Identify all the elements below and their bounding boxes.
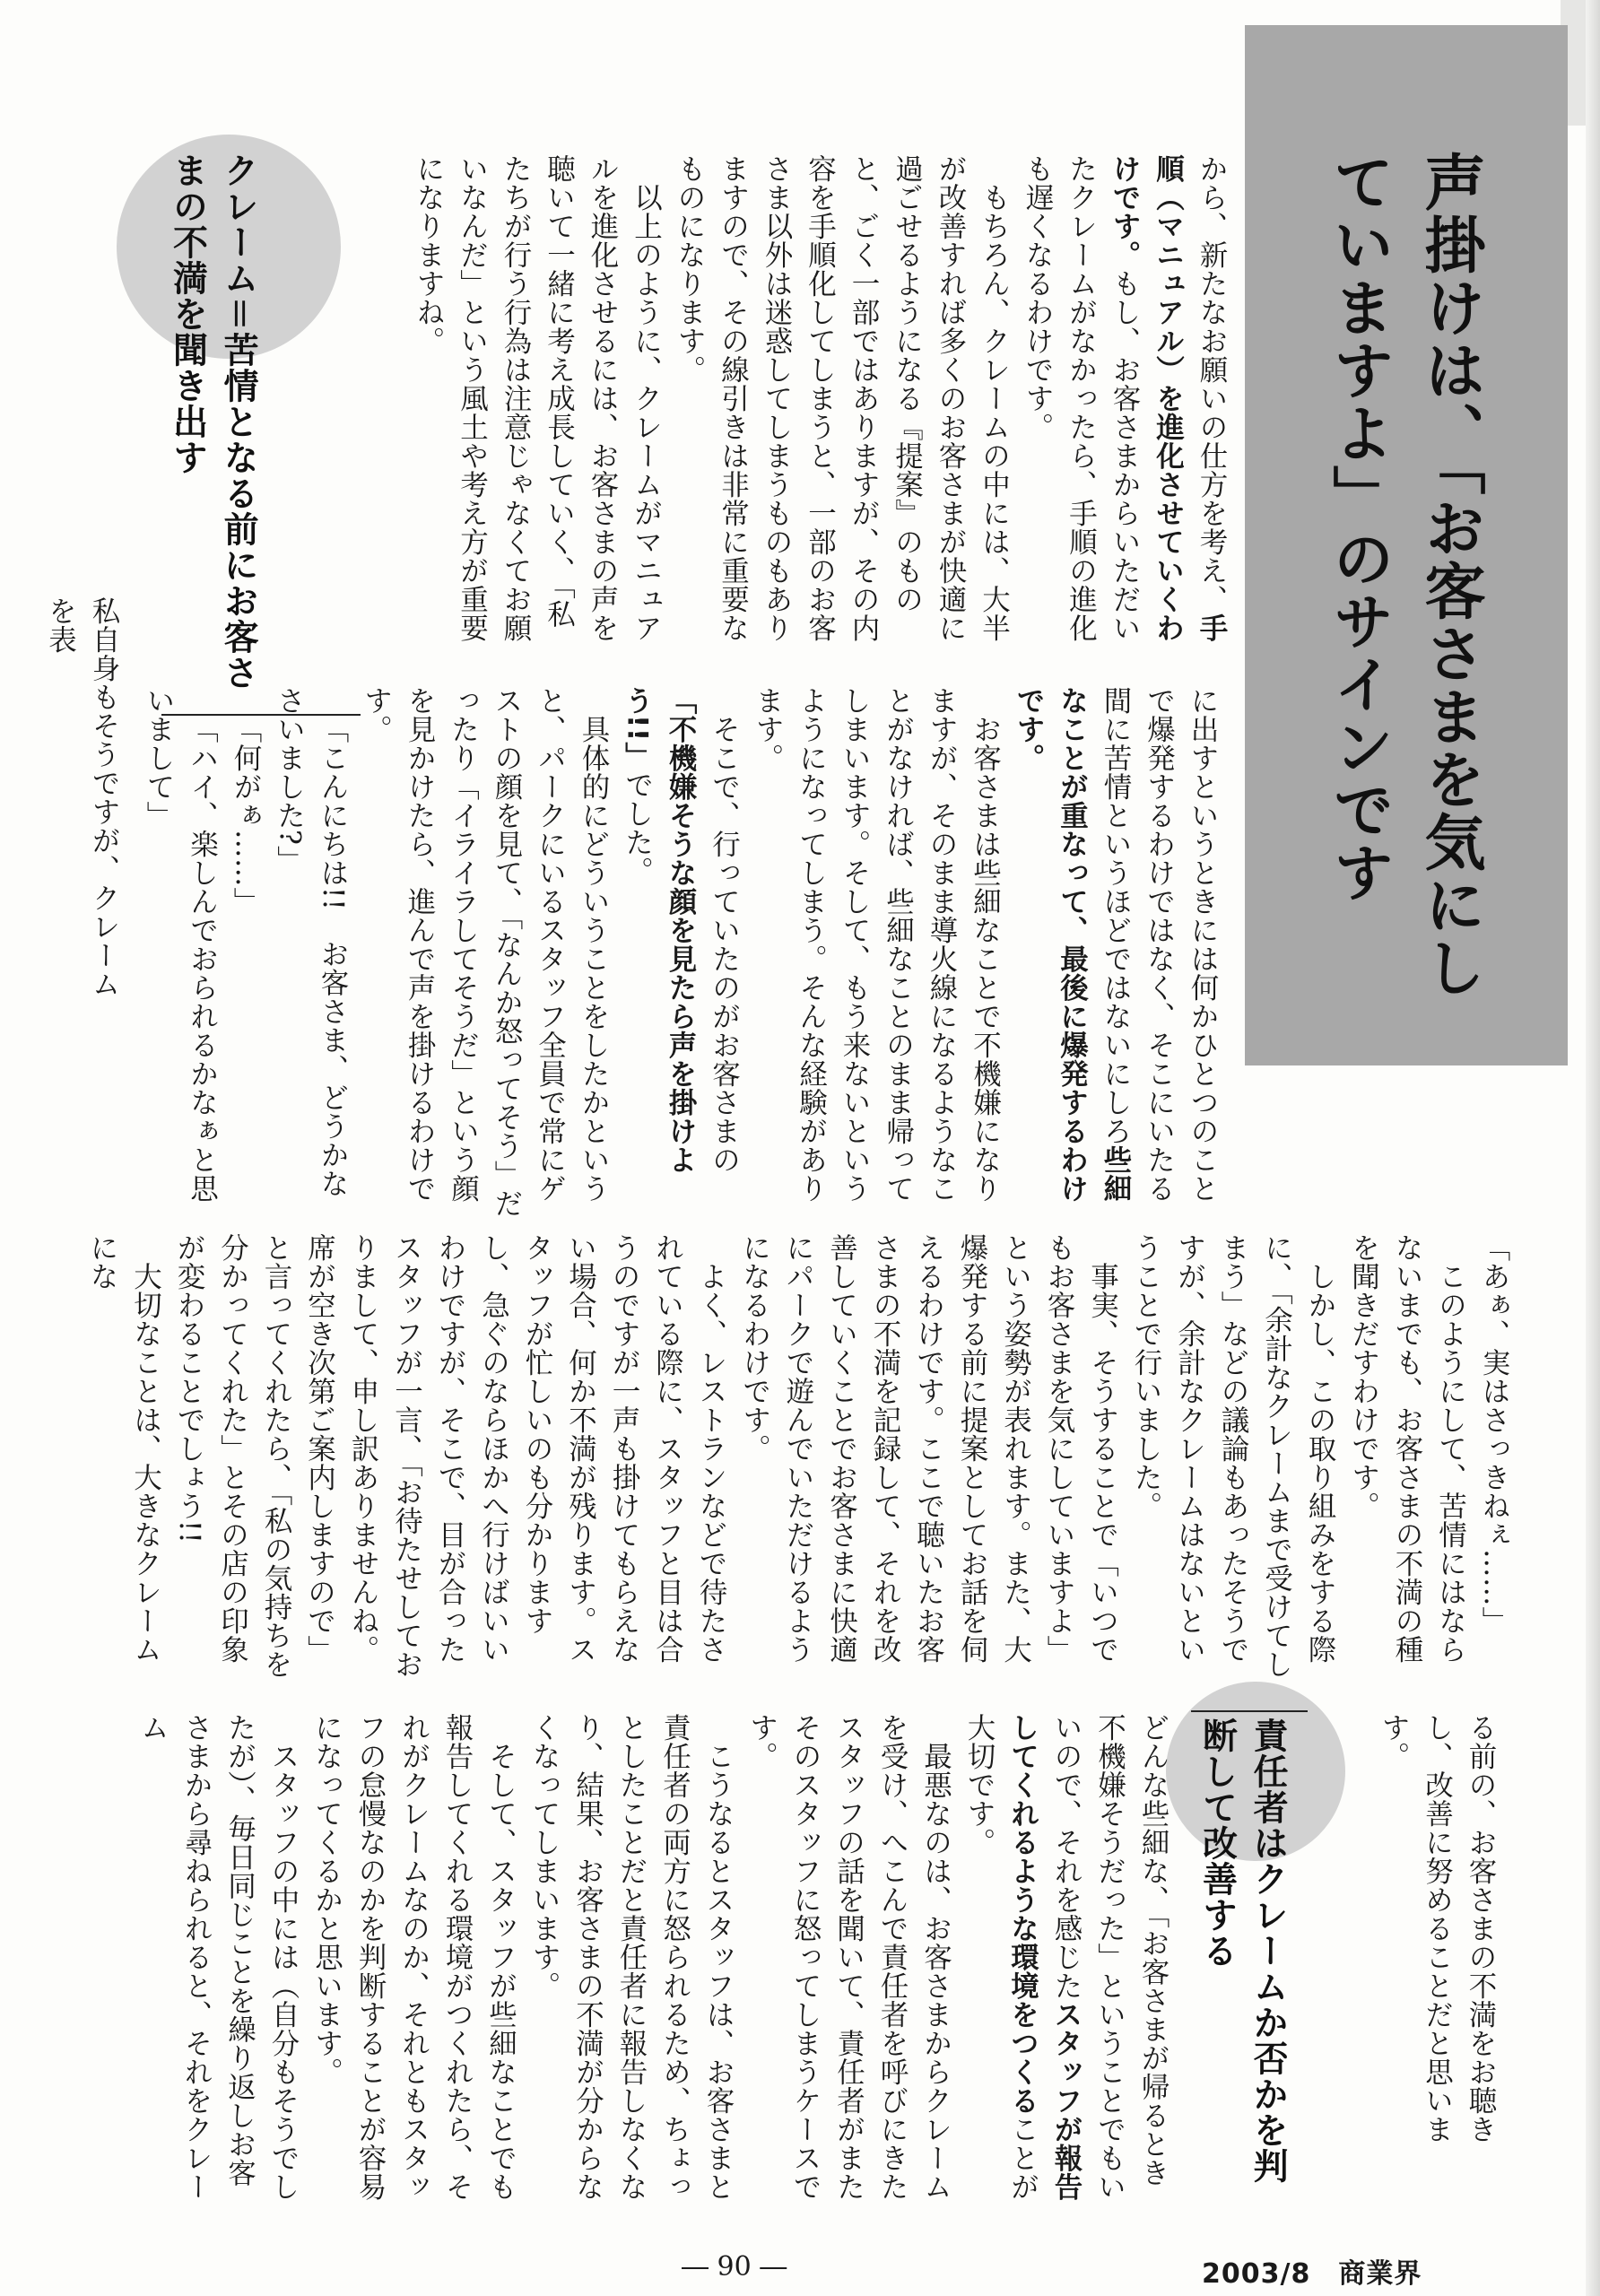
- paragraph: [615, 686, 746, 1224]
- paragraph: [1125, 1233, 1343, 1686]
- text-column-top-3: [44, 596, 126, 1018]
- paragraph: [305, 1713, 523, 2202]
- paragraph: [958, 1713, 1176, 2202]
- body-text: 事実、そうすることで「いつでもお客さまを気にしていますよ」という姿勢が表れます。また、大爆発する前に提案としてお話を伺えるわけです。ここで聴いたお客さまの不満を記録して、それを改善していくことでお客さまに快適にパークで遊んでいただけるようになるわけです。: [738, 1233, 1119, 1664]
- emphasis-text: スタッフが報告してくれるような環境をつくる: [1006, 1713, 1083, 2201]
- section-heading-1-text: クレーム＝苦情となる前にお客さまの不満を聞き出す: [167, 152, 259, 691]
- paragraph: [1473, 1233, 1517, 1686]
- section-heading-2-text: 責任者はクレームか否かを判断して改善する: [1196, 1718, 1289, 2184]
- page-number: ― 90 ―: [682, 2251, 787, 2283]
- emphasis-text: 些細なことが重なって、最後に爆発するわけです。: [1013, 686, 1132, 1203]
- body-text: お客さまは些細なことで不機嫌になりますが、そのまま導火線になるようなことがなければ、些細なことのまま帰ってしまいます。そして、もう来ないというようになってしまう。そんな経験があります。: [752, 686, 1002, 1203]
- issue-label: 2003/8 商業界: [1202, 2258, 1422, 2290]
- body-text: から、新たなお願いの仕方を考え、: [1196, 154, 1228, 613]
- paragraph: [137, 686, 224, 1224]
- body-text: 「ハイ、楽しんでおられるかなぁと思いまして」: [143, 686, 219, 1203]
- text-column-middle: [72, 1233, 1516, 1686]
- paragraph: [81, 1233, 168, 1686]
- paragraph: [354, 686, 615, 1224]
- paragraph: [1007, 686, 1225, 1224]
- emphasis-text: 「不機嫌そうな顔を見たら声を掛けよう!!」: [621, 686, 697, 1174]
- paragraph: [1016, 154, 1234, 648]
- body-text: スタッフの中には（自分もそうでしたが）、毎日同じことを繰り返しお客さまから尋ねられると、それをクレーム: [136, 1713, 300, 2201]
- paragraph: [1372, 1713, 1503, 2170]
- body-text: に出すというときには何かひとつのことで爆発するわけではなく、そこにいたる間に苦情というほどではないにしろ: [1100, 686, 1219, 1203]
- body-text: 最悪なのは、お客さまからクレームを受け、へこんで責任者を呼びにきたスタッフの話を聞いて、責任者がまたそのスタッフに怒ってしまうケースです。: [745, 1713, 952, 2201]
- body-text: そして、スタッフが些細なことでも報告してくれる環境がつくれたら、それがクレームなのか、それともスタッフの怠慢なのかを判断することが容易になってくるかと思います。: [310, 1713, 517, 2201]
- body-text: でした。: [621, 770, 654, 885]
- body-text: そこで、行っていたのがお客さまの: [708, 714, 741, 1174]
- body-text: しかし、この取り組みをする際に、「余計なクレームまで受けてしまう」などの議論もあったそうですが、余計なクレームはないということで行いました。: [1130, 1233, 1336, 1679]
- text-column-bottom-2: [72, 1713, 1175, 2202]
- body-text: 「こんにちは!! お客さま、どうかなさいました?」: [273, 686, 349, 1197]
- text-column-top-1: [143, 686, 1224, 1224]
- emphasis-text: 手順（マニュアル）を進化させていくわけです。: [1109, 154, 1228, 642]
- page-edge: [1586, 0, 1600, 2296]
- body-text: 具体的にどういうことをしたかというと、パークにいるスタッフ全員で常にゲストの顔を見て、「なんか怒ってそう」だったり「イライラしてそうだ」という顔を見かけたら、進んで声を掛けるわけです。: [360, 686, 610, 1218]
- body-text: もちろん、クレームの中には、大半が改善すれば多くのお客さまが快適に過ごせるようになる『提案』のものと、ごく一部ではありますが、その内容を手順化してしまうと、一部のお客さま以外は迷惑してしまうものもありますので、その線引きは非常に重要なものになります。: [674, 154, 1011, 642]
- body-text: このようにして、苦情にはならないまでも、お客さまの不満の種を聞きだすわけです。: [1347, 1233, 1467, 1664]
- paragraph: [168, 1233, 734, 1686]
- paragraph: [39, 596, 126, 1018]
- paragraph: [733, 1233, 1125, 1686]
- body-text: る前の、お客さまの不満をお聴きし、改善に努めることだと思います。: [1378, 1713, 1497, 2144]
- heading-rule: [1191, 1710, 1308, 1712]
- body-text: どんな些細な、「お客さまが帰るとき不機嫌そうだった」ということでもいいので、それを感じた: [1050, 1713, 1170, 2201]
- text-column-bottom-1: [1359, 1713, 1502, 2170]
- paragraph: [523, 1713, 741, 2202]
- paragraph: [746, 686, 1007, 1224]
- body-text: 私自身もそうですが、クレームを表: [44, 596, 120, 998]
- paragraph: [131, 1713, 305, 2202]
- section-heading-1: [90, 90, 269, 691]
- text-column-top-2: [327, 154, 1233, 648]
- body-text: 大切なことは、大きなクレームにな: [86, 1233, 162, 1664]
- paragraph: [740, 1713, 958, 2202]
- title-panel: [1245, 25, 1568, 1065]
- body-text: ことが大切です。: [963, 1713, 1039, 2201]
- paragraph: [668, 154, 1016, 648]
- body-text: こうなるとスタッフは、お客さまと責任者の両方に怒られるため、ちょっとしたことだと責任者に報告しなくなり、結果、お客さまの不満が分からなくなってしまいます。: [528, 1713, 735, 2201]
- article-title: 声掛けは、「お客さまを気にしていますよ」のサインです: [1323, 151, 1485, 999]
- body-text: 「あぁ、実はさっきねぇ……」: [1478, 1233, 1510, 1635]
- paragraph: [267, 686, 354, 1224]
- section-heading-2: [1166, 1682, 1345, 2184]
- paragraph: [1342, 1233, 1473, 1686]
- paragraph: [224, 686, 268, 1224]
- body-text: 以上のように、クレームがマニュアルを進化させるには、お客さまの声を聴いて一緒に考え成長していく、「私たちが行う行為は注意じゃなくてお願いなんだ」という風土や考え方が重要になりますね。: [413, 154, 663, 642]
- body-text: 「何がぁ……」: [230, 714, 262, 916]
- paragraph: [407, 154, 668, 648]
- body-text: もし、お客さまからいただいたクレームがなかったら、手順の進化も遅くなるわけです。: [1022, 154, 1141, 642]
- body-text: よく、レストランなどで待たされている際に、スタッフと目は合うのですが一声も掛けてもらえない場合、何か不満が残ります。スタッフが忙しいのも分かりますし、急ぐのならほかへ行けばいいわけですが、そこで、目が合ったスタッフが一言、「お待たせしておりまして、申し訳ありませんね。席が空き次第ご案内しますので」と言ってくれたら、「私の気持ちを分かってくれた」とその店の印象が変わることでしょう!!: [173, 1233, 727, 1679]
